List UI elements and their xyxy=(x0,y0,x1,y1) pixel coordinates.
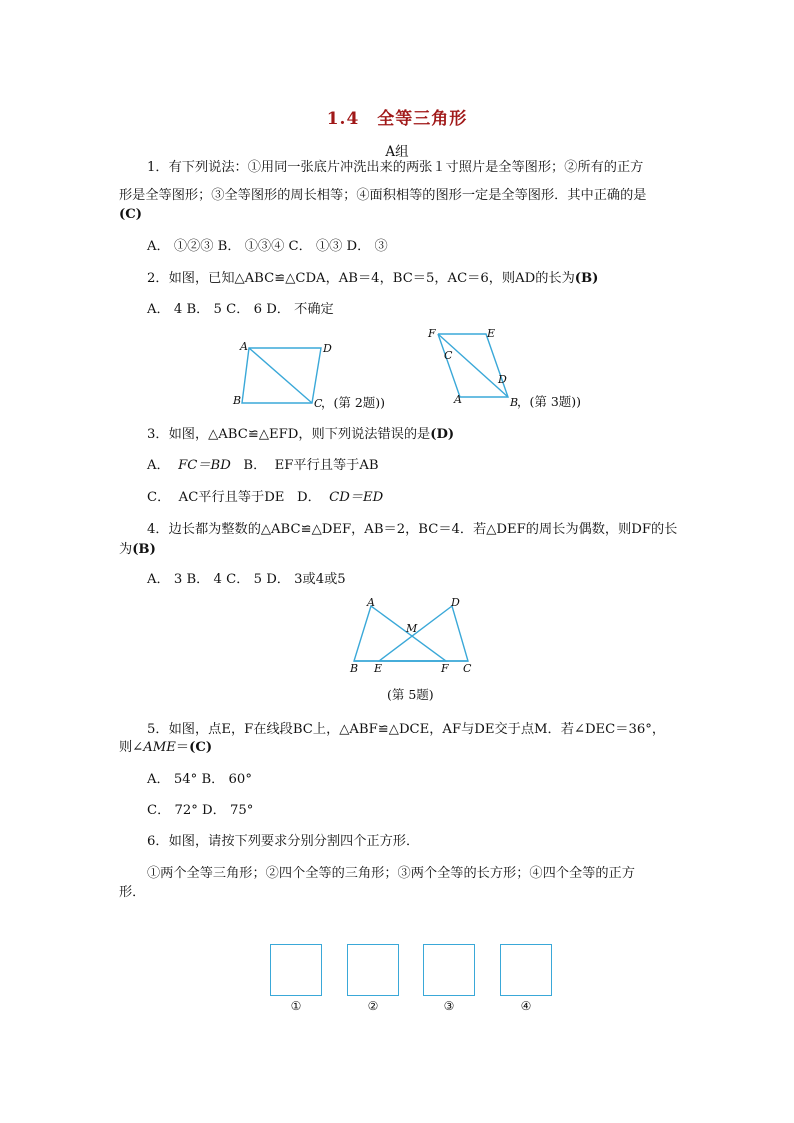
q3-opt-b-label: B． xyxy=(230,458,275,473)
fig3-label-e: E xyxy=(487,327,496,340)
square-3 xyxy=(423,944,475,996)
q5-line2-var: AME xyxy=(143,740,176,755)
square-4-label: ④ xyxy=(520,999,532,1013)
page-title: 1.4 全等三角形 xyxy=(326,109,468,129)
square-2-label: ② xyxy=(367,999,379,1013)
q3-options-cd xyxy=(147,488,383,507)
fig5-label-c: C xyxy=(463,662,472,675)
fig5-triangle-dce xyxy=(379,606,468,661)
fig3-label-c: C xyxy=(444,349,453,362)
q3-opt-d: CD＝ED xyxy=(329,490,384,505)
q3-opt-c: AC平行且等于DE xyxy=(178,490,285,505)
fig5-label-b: B xyxy=(350,662,359,675)
q1-answer-text: (C) xyxy=(119,207,142,222)
figure-5 xyxy=(345,596,485,706)
fig5-label-e: E xyxy=(374,662,383,675)
q6-stem: 6．如图，请按下列要求分别分割四个正方形． xyxy=(147,834,420,849)
q3-opt-d-label: D． xyxy=(284,490,330,505)
fig3-label-f: F xyxy=(428,327,436,340)
q4-options: A． 3 B． 4 C． 5 D． 3或4或5 xyxy=(147,572,346,587)
q2-stem xyxy=(147,269,598,288)
q3-answer: (D) xyxy=(430,427,455,442)
q5-line2 xyxy=(119,738,212,757)
q2-options: A． 4 B． 5 C． 6 D． 不确定 xyxy=(147,302,334,317)
q4-line2-text: 为 xyxy=(119,542,133,557)
q5-line2-pre: 则∠ xyxy=(119,740,144,755)
q3-stem-text: 3．如图，△ABC≌△EFD，则下列说法错误的是 xyxy=(147,427,431,442)
group-label: A组 xyxy=(385,144,409,160)
q5-options2: C． 72° D． 75° xyxy=(147,803,254,818)
q5-answer: (C) xyxy=(189,740,213,755)
fig3-label-d: D xyxy=(498,373,507,386)
fig5-label-a: A xyxy=(367,596,375,609)
fig3-label-a: A xyxy=(454,393,462,406)
fig2-label-b: B xyxy=(233,394,242,407)
square-3-label: ③ xyxy=(443,999,455,1013)
square-1-label: ① xyxy=(290,999,302,1013)
q2-stem-text: 2．如图，已知△ABC≌△CDA，AB＝4，BC＝5，AC＝6，则AD的长为 xyxy=(147,271,575,286)
fig3-label-b: B xyxy=(510,396,519,409)
q2-answer: (B) xyxy=(574,271,599,286)
q3-opt-c-label: C． xyxy=(147,490,179,505)
fig2-caption: ，(第 2题)) xyxy=(321,395,386,410)
fig3-caption: ，(第 3题)) xyxy=(517,394,582,409)
fig2-label-c: C xyxy=(314,397,323,410)
q3-opt-a-label: A． xyxy=(147,458,179,473)
fig5-label-m: M xyxy=(406,622,418,635)
q1-line1: 1．有下列说法：①用同一张底片冲洗出来的两张１寸照片是全等图形；②所有的正方 xyxy=(147,160,644,175)
fig2-label-d: D xyxy=(323,342,332,355)
q3-opt-b: EF平行且等于AB xyxy=(274,458,379,473)
q4-answer: (B) xyxy=(132,542,156,557)
q4-line2 xyxy=(119,540,156,559)
figure-2 xyxy=(228,338,428,418)
fig2-diagonal-ac xyxy=(249,348,312,403)
q6-req2: 形． xyxy=(119,885,146,900)
square-4 xyxy=(500,944,552,996)
square-1 xyxy=(270,944,322,996)
fig5-label-d: D xyxy=(451,596,460,609)
figure-3 xyxy=(420,325,640,415)
fig5-label-f: F xyxy=(441,662,449,675)
q1-line2: 形是全等图形；③全等图形的周长相等；④面积相等的图形一定是全等图形．其中正确的是 xyxy=(119,188,647,203)
fig5-caption: (第 5题) xyxy=(387,687,434,702)
q3-stem xyxy=(147,425,454,444)
q5-line2-post: ＝ xyxy=(175,740,190,755)
fig5-triangle-abf xyxy=(354,606,446,661)
q1-options: A． ①②③ B． ①③④ C． ①③ D． ③ xyxy=(147,239,388,254)
q6-req1: ①两个全等三角形；②四个全等的三角形；③两个全等的长方形；④四个全等的正方 xyxy=(147,866,635,881)
q3-opt-a: FC＝BD xyxy=(178,458,231,473)
q5-line1: 5．如图，点E，F在线段BC上，△ABF≌△DCE，AF与DE交于点M．若∠DEC＝36°， xyxy=(147,722,666,737)
q4-line1: 4．边长都为整数的△ABC≌△DEF，AB＝2，BC＝4．若△DEF的周长为偶数，则DF的长 xyxy=(147,522,678,537)
q1-answer xyxy=(119,205,142,224)
fig2-label-a: A xyxy=(240,340,248,353)
square-2 xyxy=(347,944,399,996)
q5-options1: A． 54° B． 60° xyxy=(147,772,252,787)
q3-options-ab xyxy=(147,456,379,475)
